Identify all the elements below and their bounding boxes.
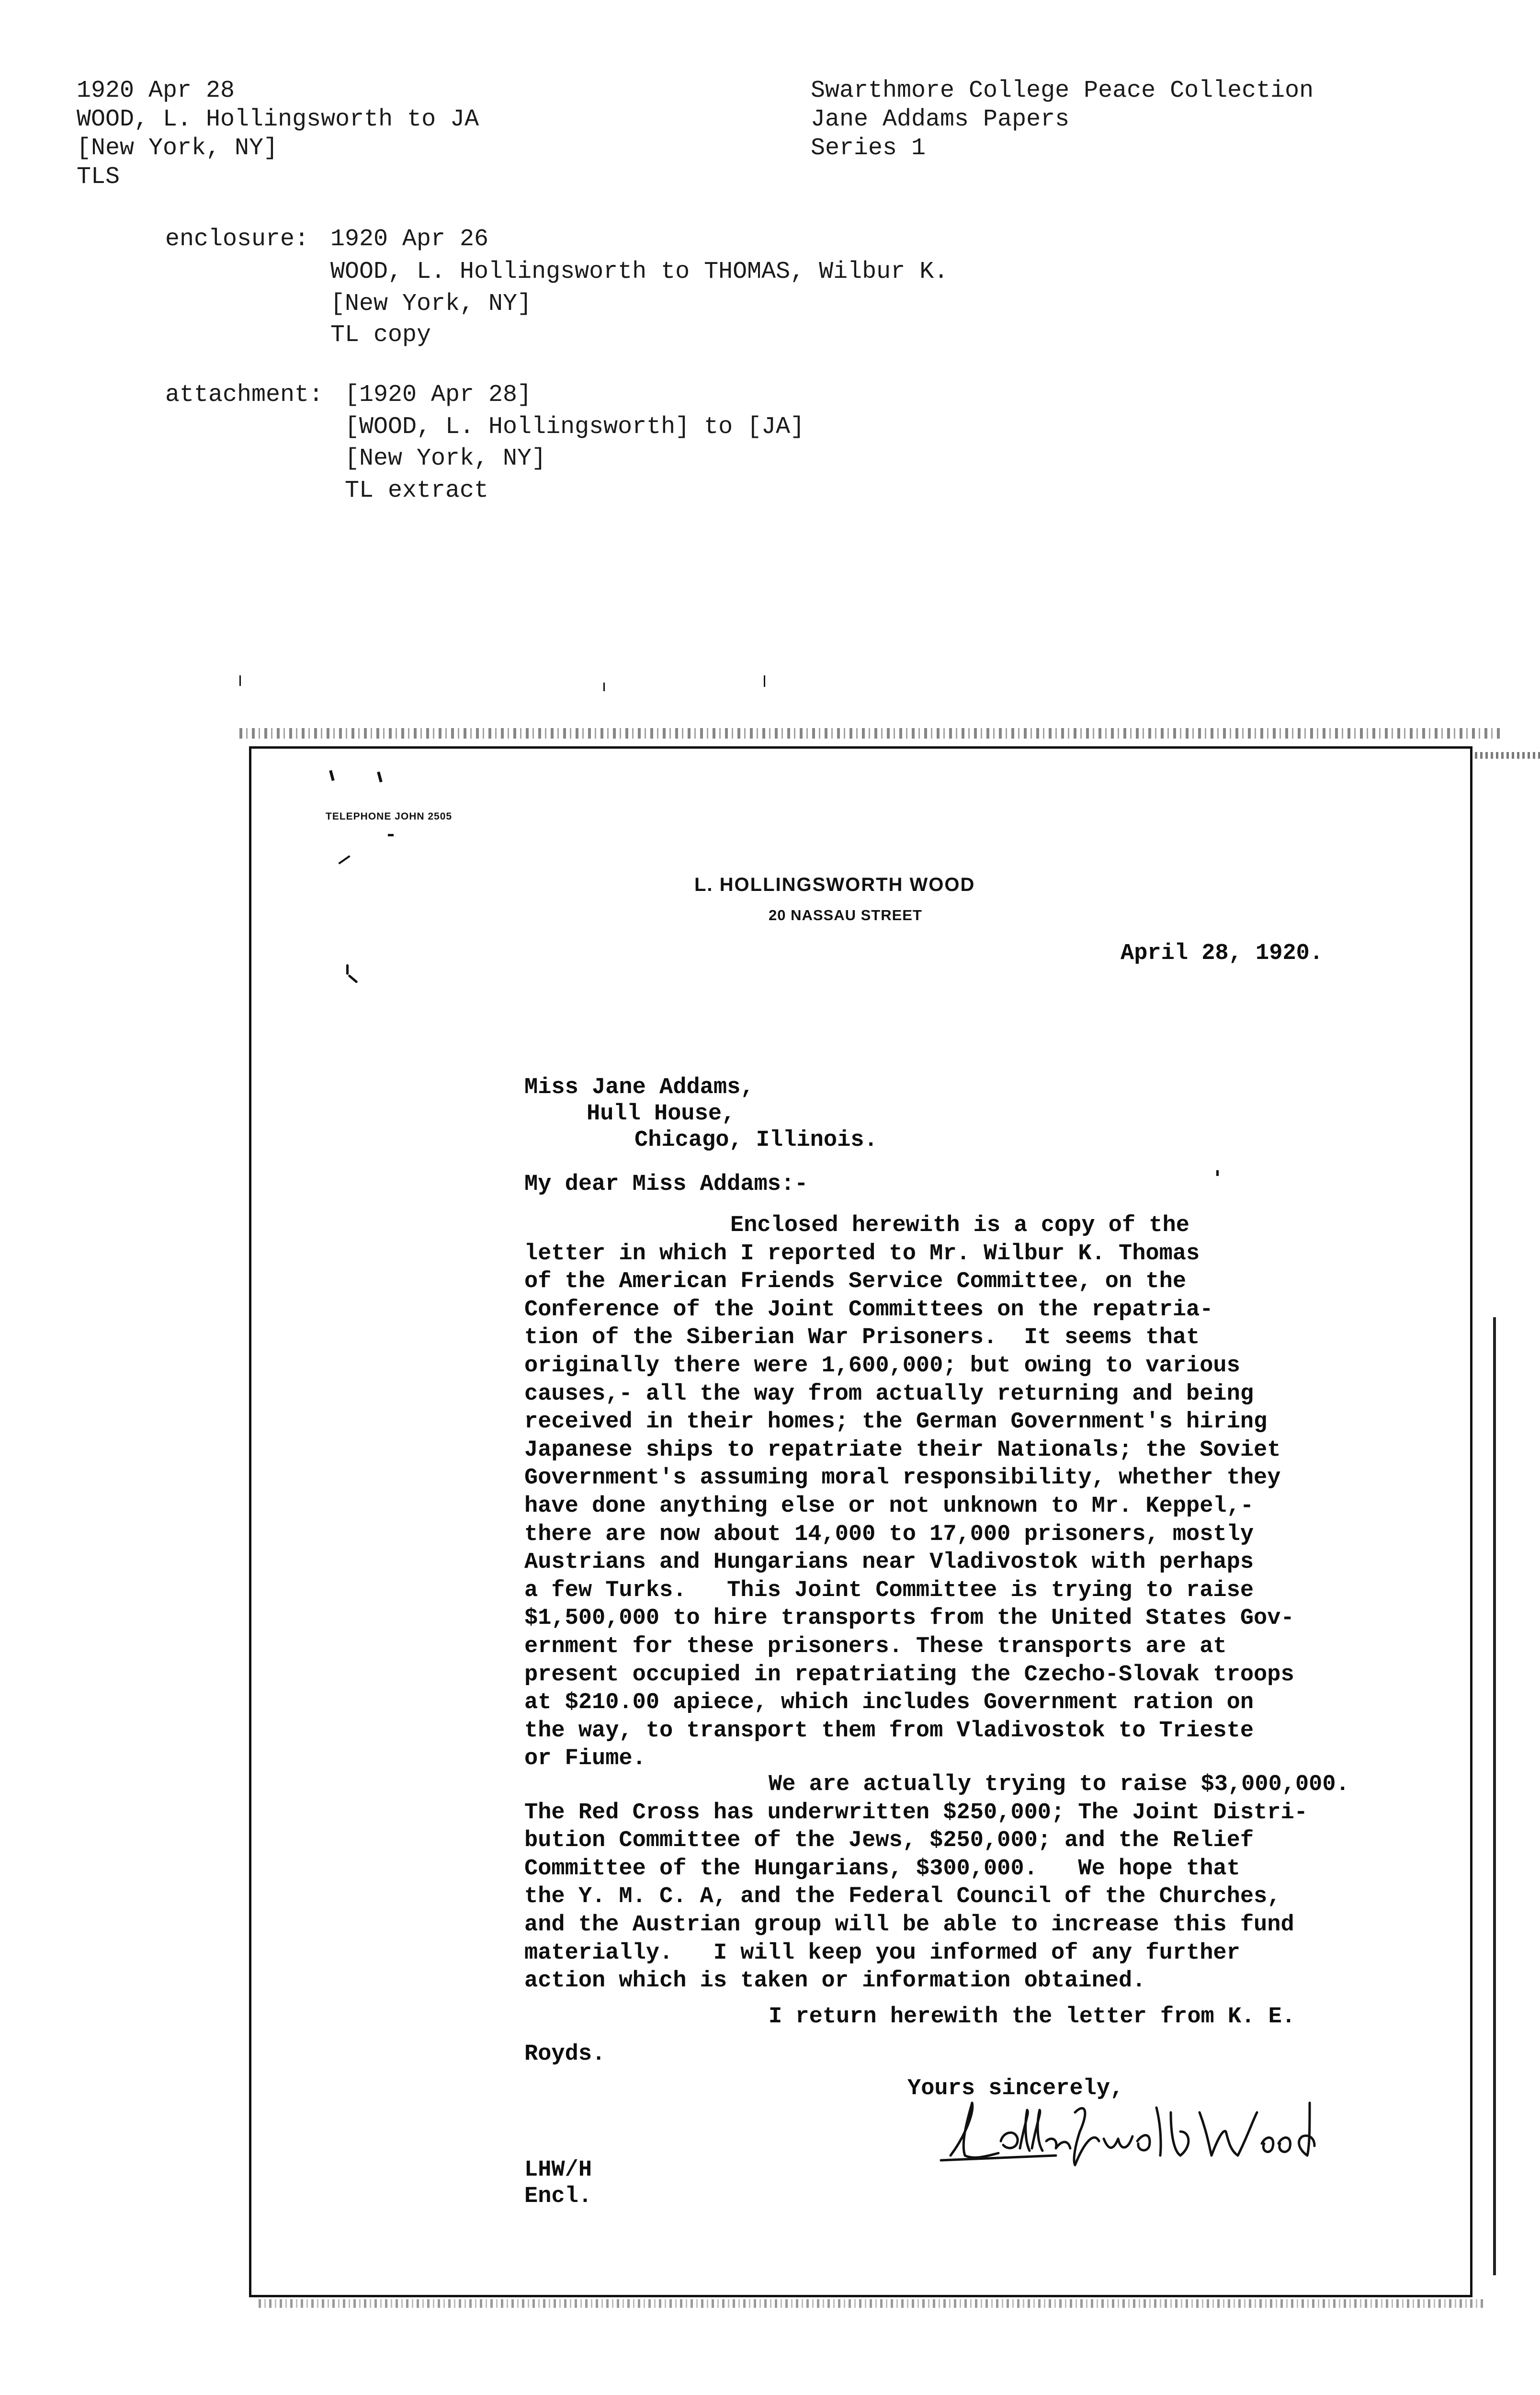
attachment-doc-type: TL extract [345, 477, 489, 504]
body-line: have done anything else or not unknown to Mr. Keppel,- [524, 1494, 1254, 1519]
ink-mark [348, 974, 358, 983]
ink-mark [338, 855, 350, 864]
body-line: The Red Cross has underwritten $250,000; The Joint Distri- [524, 1800, 1308, 1825]
body-line: the Y. M. C. A, and the Federal Council of the Churches, [524, 1884, 1281, 1910]
page-edge-shadow [239, 728, 1504, 739]
page-edge-shadow [1475, 752, 1540, 759]
body-line: received in their homes; the German Government's hiring [524, 1409, 1268, 1435]
recipient-name: Miss Jane Addams, [524, 1075, 754, 1100]
body-line: Royds. [524, 2041, 606, 2067]
body-line: Government's assuming moral responsibility, whether they [524, 1465, 1281, 1491]
catalog-correspondents: WOOD, L. Hollingsworth to JA [77, 106, 479, 133]
body-line: Enclosed herewith is a copy of the [730, 1213, 1189, 1238]
body-line: materially. I will keep you informed of any further [524, 1940, 1240, 1966]
scan-mark [239, 675, 241, 686]
ink-mark [329, 770, 334, 781]
body-line: We are actually trying to raise $3,000,000. [769, 1772, 1349, 1797]
body-line: letter in which I reported to Mr. Wilbur K. Thomas [524, 1241, 1200, 1266]
ink-mark [1216, 1170, 1219, 1176]
body-line: Committee of the Hungarians, $300,000. We hope that [524, 1856, 1240, 1882]
catalog-doc-type: TLS [77, 163, 120, 191]
body-line: Conference of the Joint Committees on the repatria- [524, 1297, 1213, 1323]
body-line: tion of the Siberian War Prisoners. It seems that [524, 1325, 1200, 1351]
letter-date: April 28, 1920. [1121, 941, 1324, 966]
attachment-date: [1920 Apr 28] [345, 381, 532, 409]
body-line: there are now about 14,000 to 17,000 prisoners, mostly [524, 1521, 1254, 1547]
body-line: I return herewith the letter from K. E. [769, 2004, 1295, 2030]
body-line: the way, to transport them from Vladivostok to Trieste [524, 1718, 1254, 1744]
body-line: action which is taken or information obtained. [524, 1968, 1146, 1994]
letter-page [249, 746, 1472, 2297]
body-line: Austrians and Hungarians near Vladivostok with perhaps [524, 1550, 1254, 1575]
recipient-address: Hull House, [587, 1101, 736, 1127]
body-line: causes,- all the way from actually returning and being [524, 1381, 1254, 1407]
attachment-correspondents: [WOOD, L. Hollingsworth] to [JA] [345, 413, 805, 441]
body-line: $1,500,000 to hire transports from the United States Gov- [524, 1606, 1294, 1631]
series-name: Series 1 [811, 135, 926, 162]
body-line: bution Committee of the Jews, $250,000; and the Relief [524, 1828, 1254, 1854]
catalog-date: 1920 Apr 28 [77, 77, 235, 104]
salutation: My dear Miss Addams:- [524, 1172, 808, 1197]
body-line: originally there were 1,600,000; but owing to various [524, 1353, 1240, 1379]
body-line: present occupied in repatriating the Czecho-Slovak troops [524, 1662, 1294, 1688]
enclosure-note: Encl. [524, 2184, 592, 2209]
body-line: ernment for these prisoners. These transports are at [524, 1634, 1227, 1659]
scan-mark [764, 675, 765, 687]
ink-mark [388, 834, 394, 836]
letterhead-address: 20 NASSAU STREET [769, 907, 922, 924]
ink-mark [377, 772, 382, 783]
letterhead-name: L. HOLLINGSWORTH WOOD [694, 874, 975, 895]
enclosure-correspondents: WOOD, L. Hollingsworth to THOMAS, Wilbur K. [330, 258, 949, 285]
papers-name: Jane Addams Papers [811, 106, 1070, 133]
collection-name: Swarthmore College Peace Collection [811, 77, 1314, 104]
handwritten-signature [931, 2084, 1362, 2179]
second-page-edge [1493, 1317, 1496, 2275]
page-edge-shadow [259, 2299, 1484, 2308]
ink-mark [346, 964, 349, 975]
enclosure-doc-type: TL copy [330, 321, 431, 349]
body-line: and the Austrian group will be able to increase this fund [524, 1912, 1294, 1938]
letterhead-telephone: TELEPHONE JOHN 2505 [326, 811, 453, 822]
enclosure-place: [New York, NY] [330, 290, 532, 318]
typist-initials: LHW/H [524, 2157, 592, 2183]
recipient-city: Chicago, Illinois. [634, 1128, 878, 1153]
closing: Yours sincerely, [907, 2076, 1124, 2101]
body-line: a few Turks. This Joint Committee is trying to raise [524, 1577, 1254, 1603]
catalog-place: [New York, NY] [77, 135, 278, 162]
enclosure-date: 1920 Apr 26 [330, 226, 489, 253]
body-line: at $210.00 apiece, which includes Government ration on [524, 1690, 1254, 1716]
body-line: Japanese ships to repatriate their Nationals; the Soviet [524, 1437, 1281, 1463]
enclosure-label: enclosure: [165, 226, 309, 253]
body-line: of the American Friends Service Committee, on the [524, 1269, 1187, 1295]
attachment-place: [New York, NY] [345, 445, 546, 472]
scan-mark [603, 683, 605, 691]
body-line: or Fiume. [524, 1746, 646, 1772]
attachment-label: attachment: [165, 381, 324, 409]
